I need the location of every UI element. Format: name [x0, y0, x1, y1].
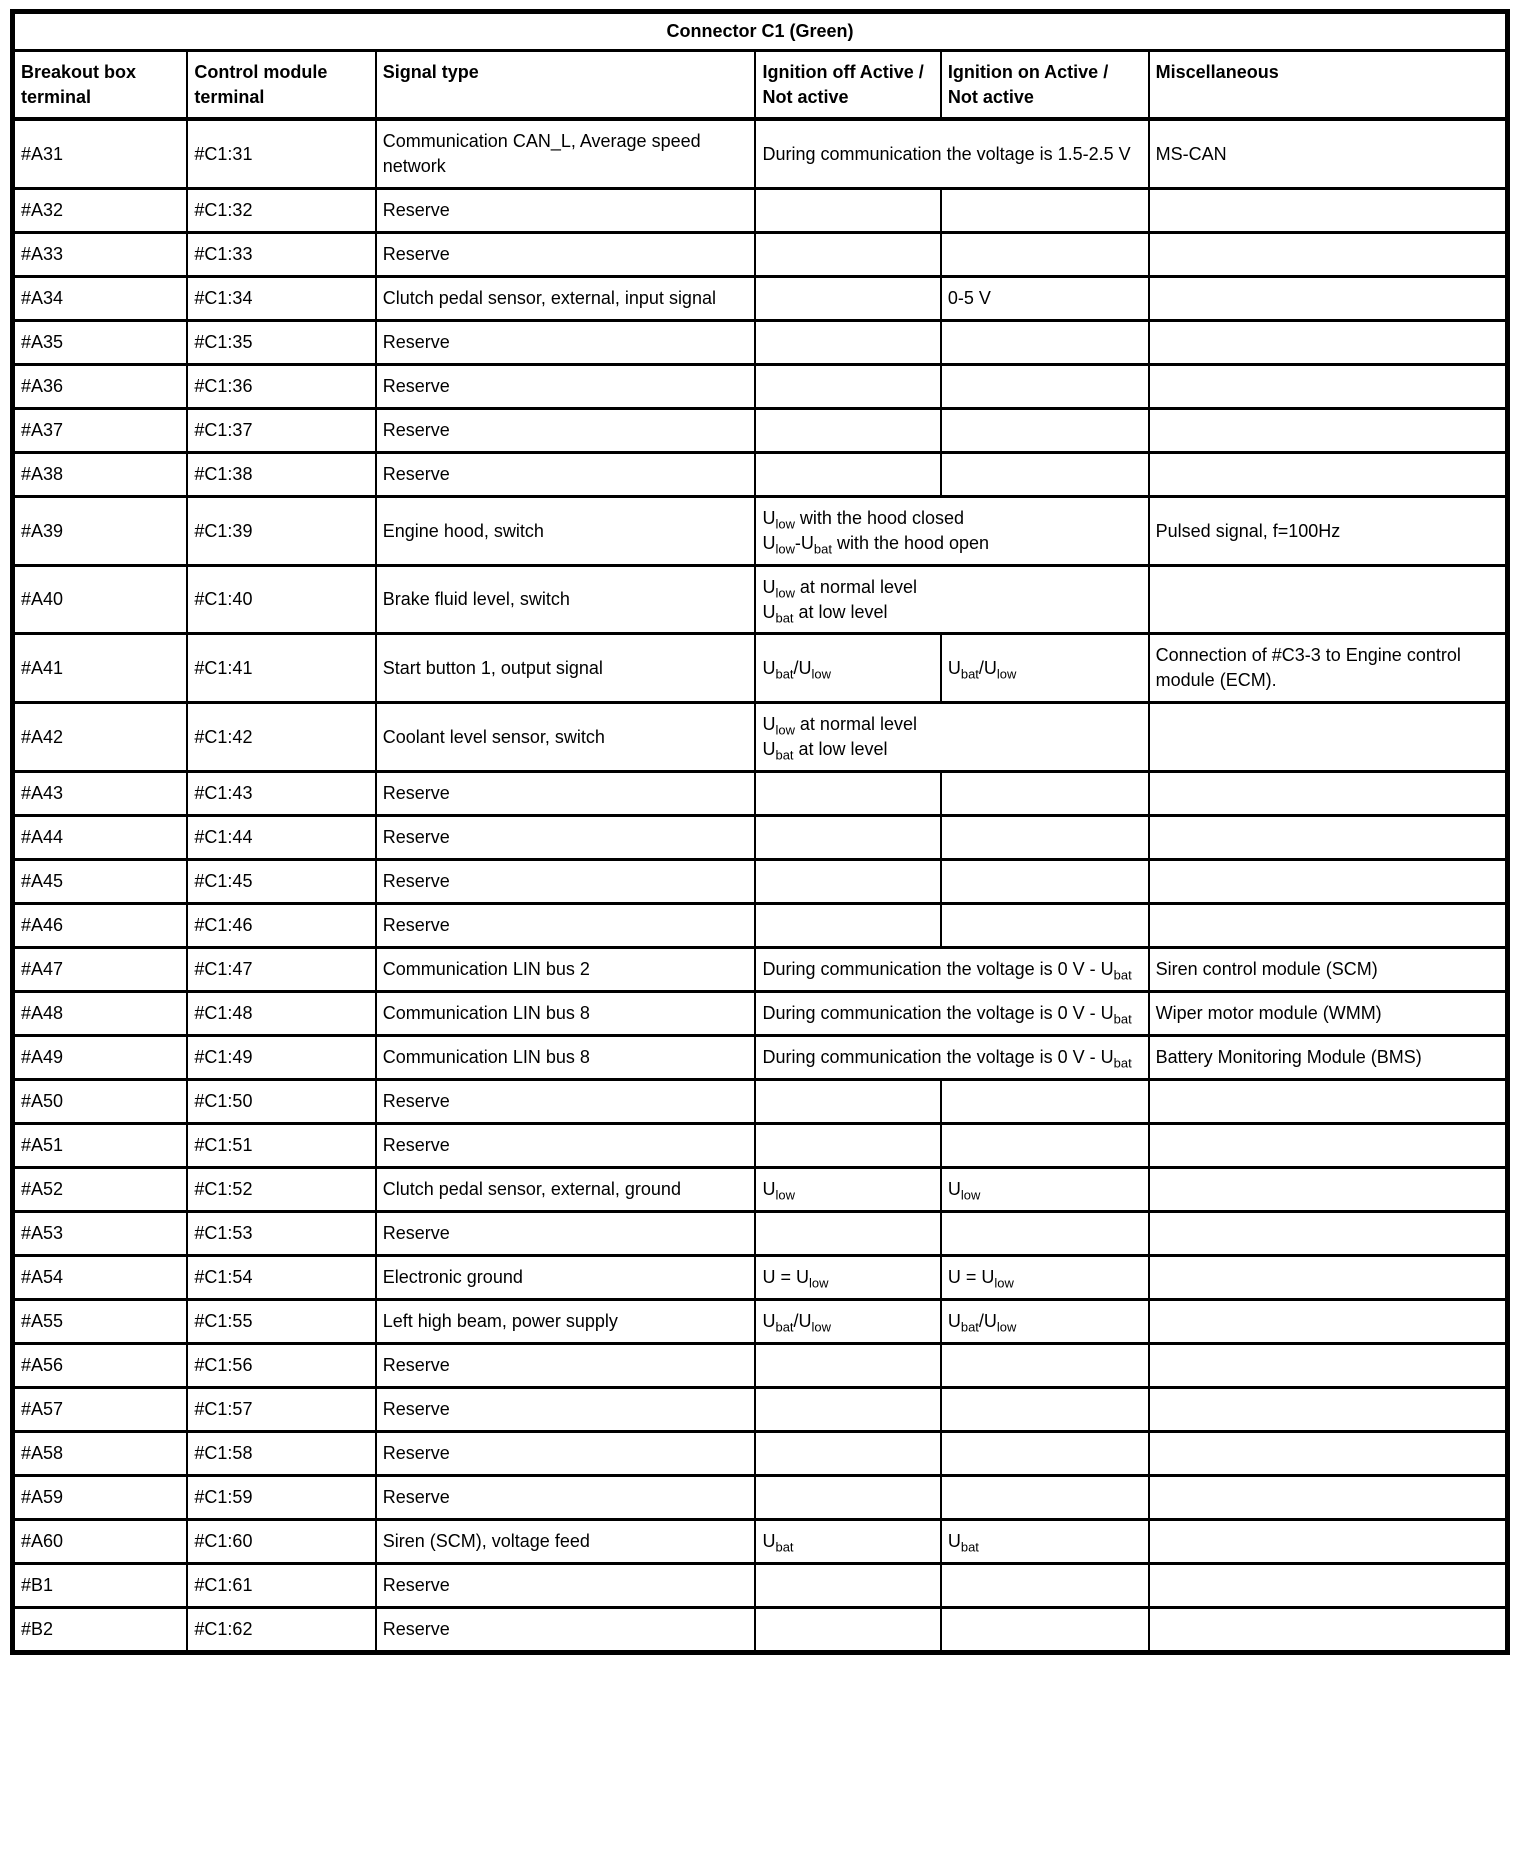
ignition-merged-cell: $U_{low}$ with the hood closed $U_{low}-U_{bat}$ with the hood open	[755, 497, 1148, 566]
breakout-terminal-cell: #A34	[13, 277, 188, 321]
breakout-terminal-cell: #A41	[13, 634, 188, 703]
module-terminal-cell: #C1:48	[187, 991, 375, 1035]
miscellaneous-cell	[1149, 233, 1508, 277]
table-row	[13, 321, 1508, 365]
module-terminal-cell: #C1:32	[187, 189, 375, 233]
table-title-row	[13, 12, 1508, 51]
module-terminal-cell: #C1:61	[187, 1563, 375, 1607]
ignition-off-cell	[755, 815, 940, 859]
signal-type-cell: Reserve	[376, 1563, 756, 1607]
module-terminal-cell: #C1:51	[187, 1123, 375, 1167]
signal-type-cell: Communication CAN_L, Average speed network	[376, 119, 756, 188]
ignition-off-cell	[755, 1211, 940, 1255]
module-terminal-cell: #C1:57	[187, 1387, 375, 1431]
table-row	[13, 277, 1508, 321]
miscellaneous-cell	[1149, 189, 1508, 233]
table-row	[13, 1343, 1508, 1387]
table-row	[13, 453, 1508, 497]
miscellaneous-cell	[1149, 703, 1508, 772]
miscellaneous-cell	[1149, 1563, 1508, 1607]
signal-type-cell: Reserve	[376, 189, 756, 233]
table-row	[13, 1167, 1508, 1211]
breakout-terminal-cell: #A56	[13, 1343, 188, 1387]
table-row	[13, 409, 1508, 453]
module-terminal-cell: #C1:42	[187, 703, 375, 772]
miscellaneous-cell	[1149, 1211, 1508, 1255]
breakout-terminal-cell: #B2	[13, 1607, 188, 1652]
ignition-on-cell	[941, 321, 1149, 365]
signal-type-cell: Electronic ground	[376, 1255, 756, 1299]
module-terminal-cell: #C1:59	[187, 1475, 375, 1519]
signal-type-cell: Reserve	[376, 1211, 756, 1255]
table-row	[13, 703, 1508, 772]
module-terminal-cell: #C1:36	[187, 365, 375, 409]
module-terminal-cell: #C1:33	[187, 233, 375, 277]
ignition-merged-cell: $U_{low}$ at normal level $U_{bat}$ at low level	[755, 565, 1148, 634]
table-row	[13, 365, 1508, 409]
ignition-off-cell	[755, 1431, 940, 1475]
miscellaneous-cell	[1149, 1255, 1508, 1299]
table-row	[13, 1299, 1508, 1343]
miscellaneous-cell	[1149, 565, 1508, 634]
ignition-on-cell	[941, 1563, 1149, 1607]
breakout-terminal-cell: #A32	[13, 189, 188, 233]
module-terminal-cell: #C1:43	[187, 771, 375, 815]
ignition-merged-cell: During communication the voltage is 1.5-2.5 V	[755, 119, 1148, 188]
miscellaneous-cell: Wiper motor module (WMM)	[1149, 991, 1508, 1035]
table-body	[13, 119, 1508, 1652]
breakout-terminal-cell: #A49	[13, 1035, 188, 1079]
miscellaneous-cell	[1149, 1167, 1508, 1211]
column-header-row	[13, 50, 1508, 119]
module-terminal-cell: #C1:62	[187, 1607, 375, 1652]
breakout-terminal-cell: #A48	[13, 991, 188, 1035]
breakout-terminal-cell: #A57	[13, 1387, 188, 1431]
breakout-terminal-cell: #A36	[13, 365, 188, 409]
ignition-off-cell	[755, 453, 940, 497]
ignition-off-cell	[755, 1387, 940, 1431]
breakout-terminal-cell: #A59	[13, 1475, 188, 1519]
ignition-on-cell	[941, 409, 1149, 453]
module-terminal-cell: #C1:46	[187, 903, 375, 947]
ignition-off-cell	[755, 321, 940, 365]
module-terminal-cell: #C1:54	[187, 1255, 375, 1299]
module-terminal-cell: #C1:31	[187, 119, 375, 188]
ignition-on-cell: $U = U_{low}$	[941, 1255, 1149, 1299]
module-terminal-cell: #C1:60	[187, 1519, 375, 1563]
connector-pinout-table	[10, 9, 1510, 1655]
ignition-on-cell	[941, 1079, 1149, 1123]
miscellaneous-cell	[1149, 903, 1508, 947]
table-row	[13, 991, 1508, 1035]
module-terminal-cell: #C1:50	[187, 1079, 375, 1123]
signal-type-cell: Reserve	[376, 453, 756, 497]
signal-type-cell: Reserve	[376, 409, 756, 453]
breakout-terminal-cell: #A33	[13, 233, 188, 277]
ignition-on-cell: 0-5 V	[941, 277, 1149, 321]
ignition-on-cell	[941, 1475, 1149, 1519]
table-row	[13, 859, 1508, 903]
table-row	[13, 903, 1508, 947]
ignition-on-cell	[941, 1343, 1149, 1387]
module-terminal-cell: #C1:38	[187, 453, 375, 497]
header-breakout-box-terminal: Breakout box terminal	[13, 50, 188, 119]
table-row	[13, 1079, 1508, 1123]
ignition-on-cell	[941, 453, 1149, 497]
ignition-on-cell	[941, 1387, 1149, 1431]
module-terminal-cell: #C1:47	[187, 947, 375, 991]
module-terminal-cell: #C1:41	[187, 634, 375, 703]
ignition-off-cell	[755, 1123, 940, 1167]
breakout-terminal-cell: #A37	[13, 409, 188, 453]
table-header	[13, 12, 1508, 120]
breakout-terminal-cell: #A44	[13, 815, 188, 859]
signal-type-cell: Left high beam, power supply	[376, 1299, 756, 1343]
ignition-off-cell: $U = U_{low}$	[755, 1255, 940, 1299]
breakout-terminal-cell: #A54	[13, 1255, 188, 1299]
breakout-terminal-cell: #A46	[13, 903, 188, 947]
miscellaneous-cell	[1149, 1519, 1508, 1563]
table-row	[13, 1431, 1508, 1475]
miscellaneous-cell: MS-CAN	[1149, 119, 1508, 188]
ignition-off-cell	[755, 409, 940, 453]
signal-type-cell: Reserve	[376, 1123, 756, 1167]
ignition-merged-cell: During communication the voltage is 0 V - $U_{bat}$	[755, 947, 1148, 991]
miscellaneous-cell	[1149, 859, 1508, 903]
miscellaneous-cell	[1149, 1299, 1508, 1343]
table-row	[13, 565, 1508, 634]
miscellaneous-cell	[1149, 277, 1508, 321]
ignition-off-cell	[755, 189, 940, 233]
table-title: Connector C1 (Green)	[13, 12, 1508, 51]
breakout-terminal-cell: #A43	[13, 771, 188, 815]
ignition-on-cell: $U_{bat}/U_{low}$	[941, 1299, 1149, 1343]
ignition-off-cell	[755, 1343, 940, 1387]
signal-type-cell: Reserve	[376, 365, 756, 409]
module-terminal-cell: #C1:52	[187, 1167, 375, 1211]
signal-type-cell: Coolant level sensor, switch	[376, 703, 756, 772]
miscellaneous-cell	[1149, 815, 1508, 859]
breakout-terminal-cell: #A52	[13, 1167, 188, 1211]
module-terminal-cell: #C1:35	[187, 321, 375, 365]
ignition-off-cell	[755, 1563, 940, 1607]
table-row	[13, 189, 1508, 233]
table-row	[13, 1475, 1508, 1519]
ignition-off-cell: $U_{low}$	[755, 1167, 940, 1211]
breakout-terminal-cell: #A40	[13, 565, 188, 634]
breakout-terminal-cell: #A60	[13, 1519, 188, 1563]
header-miscellaneous: Miscellaneous	[1149, 50, 1508, 119]
ignition-on-cell	[941, 1607, 1149, 1652]
breakout-terminal-cell: #A47	[13, 947, 188, 991]
signal-type-cell: Reserve	[376, 1475, 756, 1519]
table-row	[13, 947, 1508, 991]
ignition-on-cell: $U_{bat}/U_{low}$	[941, 634, 1149, 703]
signal-type-cell: Clutch pedal sensor, external, ground	[376, 1167, 756, 1211]
signal-type-cell: Reserve	[376, 815, 756, 859]
miscellaneous-cell	[1149, 1607, 1508, 1652]
table-row	[13, 1255, 1508, 1299]
signal-type-cell: Reserve	[376, 1431, 756, 1475]
ignition-off-cell: $U_{bat}$	[755, 1519, 940, 1563]
table-row	[13, 1607, 1508, 1652]
signal-type-cell: Reserve	[376, 1607, 756, 1652]
breakout-terminal-cell: #A50	[13, 1079, 188, 1123]
signal-type-cell: Clutch pedal sensor, external, input signal	[376, 277, 756, 321]
ignition-merged-cell: During communication the voltage is 0 V - $U_{bat}$	[755, 1035, 1148, 1079]
signal-type-cell: Reserve	[376, 233, 756, 277]
breakout-terminal-cell: #A38	[13, 453, 188, 497]
miscellaneous-cell	[1149, 409, 1508, 453]
module-terminal-cell: #C1:37	[187, 409, 375, 453]
table-row	[13, 1035, 1508, 1079]
table-row	[13, 1519, 1508, 1563]
ignition-off-cell	[755, 1475, 940, 1519]
breakout-terminal-cell: #B1	[13, 1563, 188, 1607]
module-terminal-cell: #C1:53	[187, 1211, 375, 1255]
breakout-terminal-cell: #A42	[13, 703, 188, 772]
module-terminal-cell: #C1:56	[187, 1343, 375, 1387]
ignition-off-cell	[755, 365, 940, 409]
ignition-on-cell: $U_{bat}$	[941, 1519, 1149, 1563]
ignition-on-cell	[941, 1211, 1149, 1255]
table-row	[13, 233, 1508, 277]
miscellaneous-cell: Battery Monitoring Module (BMS)	[1149, 1035, 1508, 1079]
table-row	[13, 1123, 1508, 1167]
module-terminal-cell: #C1:49	[187, 1035, 375, 1079]
module-terminal-cell: #C1:34	[187, 277, 375, 321]
signal-type-cell: Reserve	[376, 321, 756, 365]
module-terminal-cell: #C1:58	[187, 1431, 375, 1475]
table-row	[13, 1387, 1508, 1431]
ignition-on-cell	[941, 815, 1149, 859]
table-row	[13, 119, 1508, 188]
header-control-module-terminal: Control module terminal	[187, 50, 375, 119]
table-row	[13, 815, 1508, 859]
ignition-off-cell	[755, 233, 940, 277]
miscellaneous-cell: Siren control module (SCM)	[1149, 947, 1508, 991]
breakout-terminal-cell: #A39	[13, 497, 188, 566]
table-row	[13, 497, 1508, 566]
ignition-on-cell	[941, 233, 1149, 277]
breakout-terminal-cell: #A35	[13, 321, 188, 365]
module-terminal-cell: #C1:40	[187, 565, 375, 634]
table-row	[13, 1211, 1508, 1255]
ignition-off-cell	[755, 903, 940, 947]
header-ignition-off: Ignition off Active / Not active	[755, 50, 940, 119]
miscellaneous-cell: Pulsed signal, f=100Hz	[1149, 497, 1508, 566]
ignition-off-cell: $U_{bat}/U_{low}$	[755, 634, 940, 703]
miscellaneous-cell	[1149, 1387, 1508, 1431]
ignition-on-cell	[941, 771, 1149, 815]
ignition-merged-cell: $U_{low}$ at normal level $U_{bat}$ at low level	[755, 703, 1148, 772]
ignition-on-cell	[941, 859, 1149, 903]
module-terminal-cell: #C1:45	[187, 859, 375, 903]
miscellaneous-cell	[1149, 1079, 1508, 1123]
ignition-off-cell	[755, 1607, 940, 1652]
breakout-terminal-cell: #A58	[13, 1431, 188, 1475]
ignition-off-cell	[755, 1079, 940, 1123]
signal-type-cell: Reserve	[376, 1343, 756, 1387]
ignition-off-cell	[755, 277, 940, 321]
miscellaneous-cell	[1149, 365, 1508, 409]
table-row	[13, 1563, 1508, 1607]
signal-type-cell: Reserve	[376, 771, 756, 815]
signal-type-cell: Reserve	[376, 1387, 756, 1431]
signal-type-cell: Siren (SCM), voltage feed	[376, 1519, 756, 1563]
signal-type-cell: Communication LIN bus 8	[376, 1035, 756, 1079]
ignition-off-cell	[755, 859, 940, 903]
breakout-terminal-cell: #A55	[13, 1299, 188, 1343]
breakout-terminal-cell: #A53	[13, 1211, 188, 1255]
module-terminal-cell: #C1:44	[187, 815, 375, 859]
module-terminal-cell: #C1:39	[187, 497, 375, 566]
signal-type-cell: Communication LIN bus 8	[376, 991, 756, 1035]
ignition-off-cell: $U_{bat}/U_{low}$	[755, 1299, 940, 1343]
ignition-on-cell	[941, 1431, 1149, 1475]
ignition-on-cell	[941, 903, 1149, 947]
ignition-on-cell	[941, 365, 1149, 409]
signal-type-cell: Reserve	[376, 1079, 756, 1123]
miscellaneous-cell	[1149, 771, 1508, 815]
signal-type-cell: Brake fluid level, switch	[376, 565, 756, 634]
miscellaneous-cell: Connection of #C3-3 to Engine control module (ECM).	[1149, 634, 1508, 703]
table-row	[13, 634, 1508, 703]
miscellaneous-cell	[1149, 1475, 1508, 1519]
ignition-merged-cell: During communication the voltage is 0 V - $U_{bat}$	[755, 991, 1148, 1035]
miscellaneous-cell	[1149, 1431, 1508, 1475]
signal-type-cell: Engine hood, switch	[376, 497, 756, 566]
breakout-terminal-cell: #A31	[13, 119, 188, 188]
miscellaneous-cell	[1149, 1123, 1508, 1167]
header-ignition-on: Ignition on Active / Not active	[941, 50, 1149, 119]
signal-type-cell: Reserve	[376, 903, 756, 947]
miscellaneous-cell	[1149, 321, 1508, 365]
table-row	[13, 771, 1508, 815]
breakout-terminal-cell: #A45	[13, 859, 188, 903]
module-terminal-cell: #C1:55	[187, 1299, 375, 1343]
signal-type-cell: Start button 1, output signal	[376, 634, 756, 703]
ignition-on-cell	[941, 189, 1149, 233]
miscellaneous-cell	[1149, 453, 1508, 497]
signal-type-cell: Communication LIN bus 2	[376, 947, 756, 991]
ignition-on-cell: $U_{low}$	[941, 1167, 1149, 1211]
ignition-on-cell	[941, 1123, 1149, 1167]
breakout-terminal-cell: #A51	[13, 1123, 188, 1167]
ignition-off-cell	[755, 771, 940, 815]
miscellaneous-cell	[1149, 1343, 1508, 1387]
header-signal-type: Signal type	[376, 50, 756, 119]
signal-type-cell: Reserve	[376, 859, 756, 903]
